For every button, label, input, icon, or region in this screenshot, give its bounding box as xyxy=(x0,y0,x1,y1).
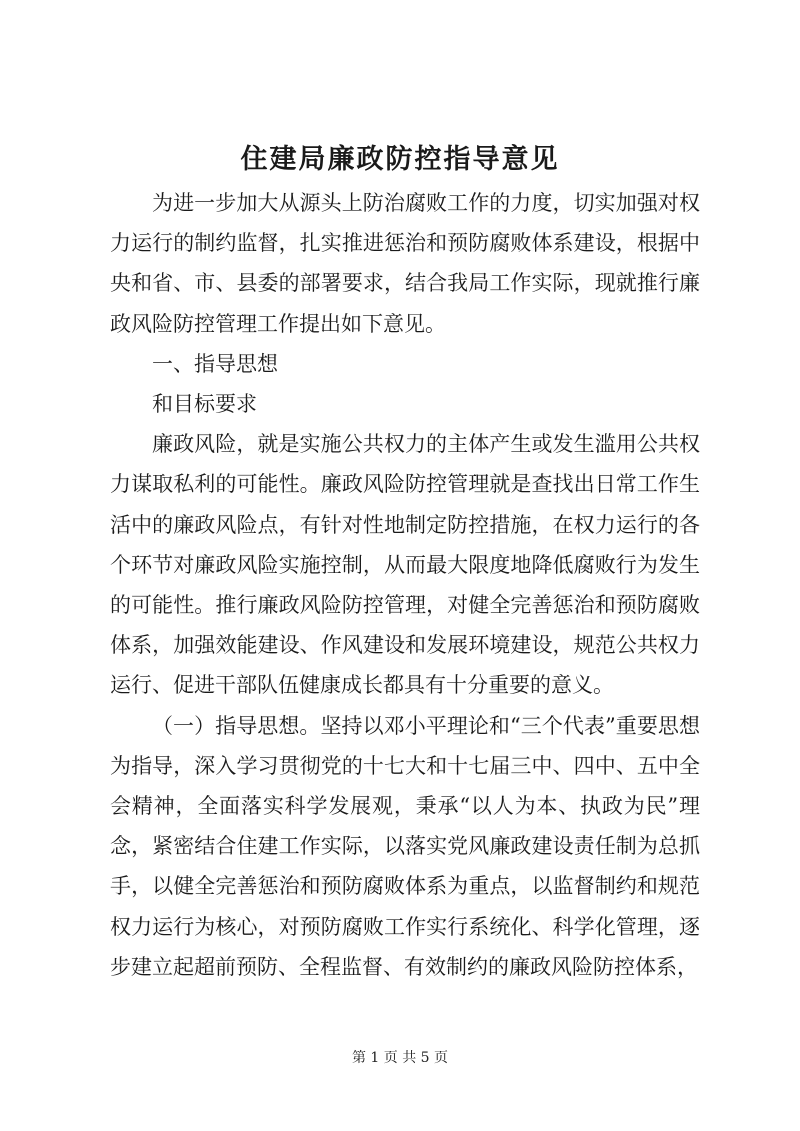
page-footer xyxy=(0,1048,800,1068)
paragraph-guiding-thought: （一）指导思想。坚持以邓小平理论和“三个代表”重要思想为指导，深入学习贯彻党的十七大和十七届三中、四中、五中全会精神，全面落实科学发展观，秉承“以人为本、执政为民”理念，紧密结合住建工作实际，以落实党风廉政建设责任制为总抓手，以健全完善惩治和预防腐败体系为重点，以监督制约和规范权力运行为核心，对预防腐败工作实行系统化、科学化管理，逐步建立起超前预防、全程监督、有效制约的廉政风险防控体系， xyxy=(110,713,700,979)
section-heading-guiding-thought: 一、指导思想 xyxy=(152,351,278,376)
paragraph-intro: 为进一步加大从源头上防治腐败工作的力度，切实加强对权力运行的制约监督，扎实推进惩治和预防腐败体系建设，根据中央和省、市、县委的部署要求，结合我局工作实际，现就推行廉政风险防控管理工作提出如下意见。 xyxy=(110,191,700,336)
document-title: 住建局廉政防控指导意见 xyxy=(240,144,560,175)
page-number-label: 第 1 页 共 5 页 xyxy=(351,1050,449,1066)
section-heading-goals: 和目标要求 xyxy=(152,392,257,417)
document-body xyxy=(110,183,700,987)
paragraph-risk-definition: 廉政风险，就是实施公共权力的主体产生或发生滥用公共权力谋取私利的可能性。廉政风险防控管理就是查找出日常工作生活中的廉政风险点，有针对性地制定防控措施，在权力运行的各个环节对廉政风险实施控制，从而最大限度地降低腐败行为发生的可能性。推行廉政风险防控管理，对健全完善惩治和预防腐败体系，加强效能建设、作风建设和发展环境建设，规范公共权力运行、促进干部队伍健康成长都具有十分重要的意义。 xyxy=(110,432,700,698)
